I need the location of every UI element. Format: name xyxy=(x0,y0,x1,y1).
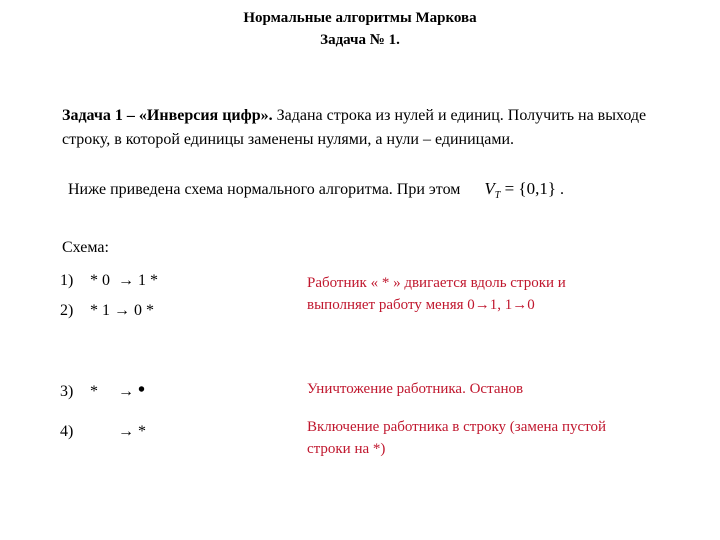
task-statement xyxy=(62,104,682,152)
note-worker-destroy: Уничтожение работника. Останов xyxy=(307,381,524,397)
formula-set: = {0,1} xyxy=(500,179,557,198)
note-worker-moves: Работник « * » двигается вдоль строки и выполняет работу меняя 0→1, 1→0 xyxy=(307,275,566,313)
rule-body: → * xyxy=(86,423,146,440)
rule-body: * 1 → 0 * xyxy=(86,302,154,319)
intro-trailing: . xyxy=(556,181,565,198)
intro-line xyxy=(68,178,564,207)
slide-title: Нормальные алгоритмы Маркова xyxy=(243,10,477,26)
formula-variable: V xyxy=(484,179,495,198)
task-text: Задана строка из нулей и единиц. Получить на выходе строку, в которой единицы заменены нулями, а нули – единицами. xyxy=(62,107,647,148)
rule-number: 1) xyxy=(60,272,74,289)
rule-4 xyxy=(60,422,146,442)
alphabet-formula xyxy=(484,179,557,201)
task-label: Задача 1 – «Инверсия цифр». xyxy=(62,107,273,124)
rule-number: 4) xyxy=(60,423,74,440)
rule-2 xyxy=(60,301,154,321)
terminal-dot: • xyxy=(138,379,146,401)
rule-body: * 0 → 1 * xyxy=(86,272,158,289)
slide-subtitle: Задача № 1. xyxy=(320,32,400,48)
formula-subscript: T xyxy=(494,190,501,201)
rule-body: * → xyxy=(86,383,138,400)
rule-number: 3) xyxy=(60,383,74,400)
schema-label: Схема: xyxy=(62,239,109,256)
rule-number: 2) xyxy=(60,302,74,319)
intro-text: Ниже приведена схема нормального алгоритма. При этом xyxy=(68,181,461,198)
note-worker-insert: Включение работника в строку (замена пустой строки на *) xyxy=(307,419,607,457)
rule-1 xyxy=(60,271,158,291)
rule-3 xyxy=(60,380,145,402)
